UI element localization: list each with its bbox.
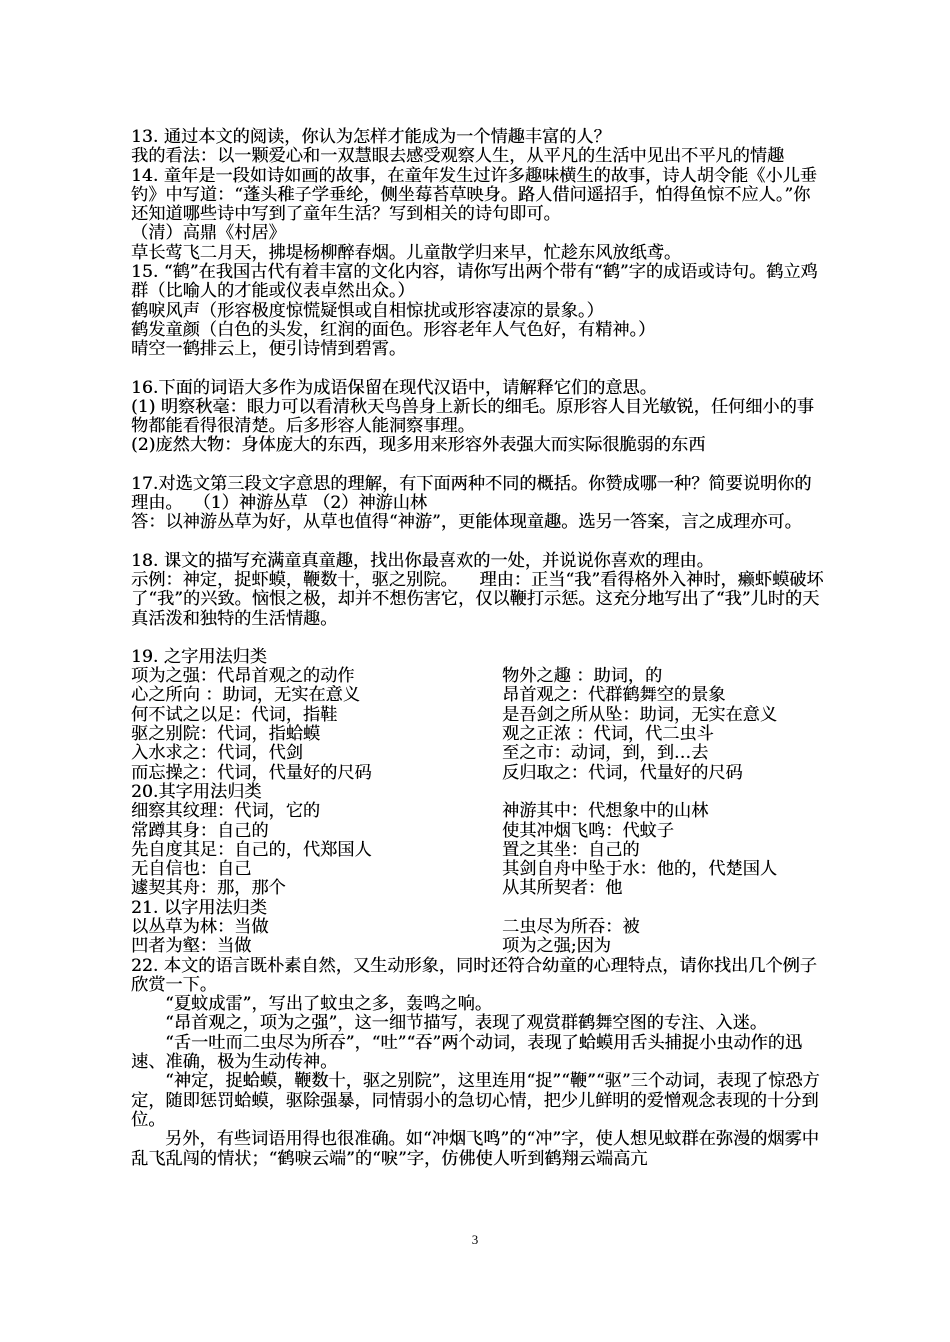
- q14-question: 14. 童年是一段如诗如画的故事，在童年发生过许多趣味横生的故事，诗人胡令能《小儿垂钓》中写道：“蓬头稚子学垂纶，侧坐莓苔草映身。路人借问遥招手，怕得鱼惊不应人。”你还知道哪些诗中写到了童年生活？写到相关的诗句即可。: [131, 165, 817, 225]
- q18-question: 18. 课文的描写充满童真童趣，找出你最喜欢的一处，并说说你喜欢的理由。: [131, 550, 714, 571]
- usage-row: [131, 937, 826, 956]
- usage-right: 神游其中：代想象中的山林: [502, 801, 709, 822]
- usage-row: [131, 686, 826, 705]
- q17-answer: 答：以神游丛草为好，从草也值得“神游”，更能体现童趣。选另一答案，言之成理亦可。: [131, 512, 802, 533]
- usage-left: 细察其纹理：代词，它的: [131, 801, 321, 822]
- q22-question: 22. 本文的语言既朴素自然，又生动形象，同时还符合幼童的心理特点，请你找出几个例子欣赏一下。: [131, 955, 817, 995]
- usage-left: 凹者为壑：当做: [131, 936, 252, 957]
- usage-row: [131, 841, 826, 860]
- q19-title: 19. 之字用法归类: [131, 646, 267, 667]
- usage-left: 何不试之以足：代词，指鞋: [131, 704, 338, 725]
- usage-right: 项为之强;因为: [502, 936, 611, 957]
- usage-right: 是吾剑之所从坠：助词，无实在意义: [502, 704, 778, 725]
- usage-right: 从其所契者：他: [502, 878, 623, 899]
- usage-row: [131, 860, 826, 879]
- q15-line: 鹤唳风声（形容极度惊慌疑惧或自相惊扰或形容凄凉的景象。）: [131, 300, 604, 321]
- usage-row: [131, 918, 826, 937]
- usage-left: 心之所向 ：助词，无实在意义: [131, 685, 360, 706]
- q16-item: (1) 明察秋毫：眼力可以看清秋天鸟兽身上新长的细毛。原形容人目光敏锐，任何细小的事物都能看得很清楚。后多形容人能洞察事理。: [131, 396, 814, 437]
- q16-question: 16.下面的词语大多作为成语保留在现代汉语中，请解释它们的意思。: [131, 377, 657, 398]
- page-number: 3: [471, 1232, 479, 1247]
- usage-left: 常蹲其身：自己的: [131, 820, 269, 841]
- usage-row: [131, 706, 826, 725]
- usage-left: 先自度其足：自己的，代郑国人: [131, 839, 372, 860]
- usage-right: 其剑自舟中坠于水：他的，代楚国人: [502, 859, 778, 880]
- usage-left: 遽契其舟：那，那个: [131, 878, 286, 899]
- usage-right: 物外之趣 ：助词，的: [502, 666, 663, 687]
- usage-right: 使其冲烟飞鸣：代蚊子: [502, 820, 674, 841]
- q22-paragraph: 另外，有些词语用得也很准确。如“冲烟飞鸣”的“冲”字，使人想见蚊群在弥漫的烟雾中乱飞乱闯的情状；“鹤唳云端”的“唳”字，仿佛使人听到鹤翔云端高亢: [131, 1129, 819, 1169]
- q13-answer: 我的看法：以一颗爱心和一双慧眼去感受观察人生，从平凡的生活中见出不平凡的情趣: [131, 146, 785, 167]
- usage-right: 昂首观之：代群鹤舞空的景象: [502, 685, 726, 706]
- usage-left: 而忘操之：代词，代量好的尺码: [131, 762, 372, 783]
- q15-question: 15. “鹤”在我国古代有着丰富的文化内容，请你写出两个带有“鹤”字的成语或诗句。鹤立鸡群（比喻人的才能或仪表卓然出众。）: [131, 262, 818, 302]
- usage-row: [131, 802, 826, 821]
- q14-poem: 草长莺飞二月天，拂堤杨柳醉春烟。儿童散学归来早，忙趁东风放纸鸢。: [131, 242, 682, 263]
- q22-paragraph: “神定，捉蛤蟆，鞭数十，驱之别院”，这里连用“捉”“鞭”“驱”三个动词，表现了惊恐方定，随即惩罚蛤蟆，驱除强暴，同情弱小的急切心情，把少儿鲜明的爱憎观念表现的十分到位。: [131, 1071, 820, 1130]
- usage-row: [131, 764, 826, 783]
- q20-title: 20.其字用法归类: [131, 781, 262, 802]
- q17-question: 17.对选文第三段文字意思的理解，有下面两种不同的概括。你赞成哪一种？简要说明你的理由。 （1）神游丛草 （2）神游山林: [131, 473, 812, 514]
- q16-item: (2)庞然大物：身体庞大的东西，现多用来形容外表强大而实际很脆弱的东西: [131, 435, 706, 456]
- usage-row: [131, 667, 826, 686]
- usage-left: 入水求之：代词，代剑: [131, 743, 303, 764]
- usage-left: 项为之强：代昂首观之的动作: [131, 666, 355, 687]
- document-body: [131, 128, 826, 1169]
- q13-question: 13. 通过本文的阅读，你认为怎样才能成为一个情趣丰富的人？: [131, 127, 611, 147]
- q15-line: 晴空一鹤排云上，便引诗情到碧霄。: [131, 339, 407, 360]
- usage-row: [131, 822, 826, 841]
- usage-row: [131, 744, 826, 763]
- q22-paragraph: “舌一吐而二虫尽为所吞”，“吐”“吞”两个动词，表现了蛤蟆用舌头捕捉小虫动作的迅速、准确，极为生动传神。: [131, 1032, 803, 1073]
- q18-answer: 示例：神定，捉虾蟆，鞭数十，驱之别院。 理由：正当“我”看得格外入神时，癞虾蟆破坏了“我”的兴致。恼恨之极，却并不想伤害它，仅以鞭打示惩。这充分地写出了“我”儿时的天真活泼和独特的生活情趣。: [131, 569, 824, 629]
- usage-right: 至之市：动词，到，到…去: [502, 743, 709, 764]
- usage-row: [131, 879, 826, 898]
- usage-right: 观之正浓 ：代词，代二虫斗: [502, 724, 714, 745]
- q22-paragraph: “夏蚊成雷”，写出了蚊虫之多，轰鸣之响。: [165, 994, 492, 1015]
- q14-source: （清）高鼎《村居》: [131, 223, 286, 244]
- q22-paragraph: “昂首观之，项为之强”，这一细节描写，表现了观赏群鹤舞空图的专注、入迷。: [165, 1013, 767, 1034]
- usage-left: 无自信也：自己: [131, 859, 252, 880]
- usage-right: 反归取之：代词，代量好的尺码: [502, 762, 743, 783]
- usage-left: 驱之别院：代词，指蛤蟆: [131, 724, 321, 745]
- usage-row: [131, 725, 826, 744]
- usage-left: 以丛草为林：当做: [131, 916, 269, 937]
- q15-line: 鹤发童颜（白色的头发，红润的面色。形容老年人气色好，有精神。）: [131, 319, 656, 340]
- usage-right: 置之其坐：自己的: [502, 839, 640, 860]
- usage-right: 二虫尽为所吞：被: [502, 916, 640, 937]
- q21-title: 21. 以字用法归类: [131, 897, 267, 918]
